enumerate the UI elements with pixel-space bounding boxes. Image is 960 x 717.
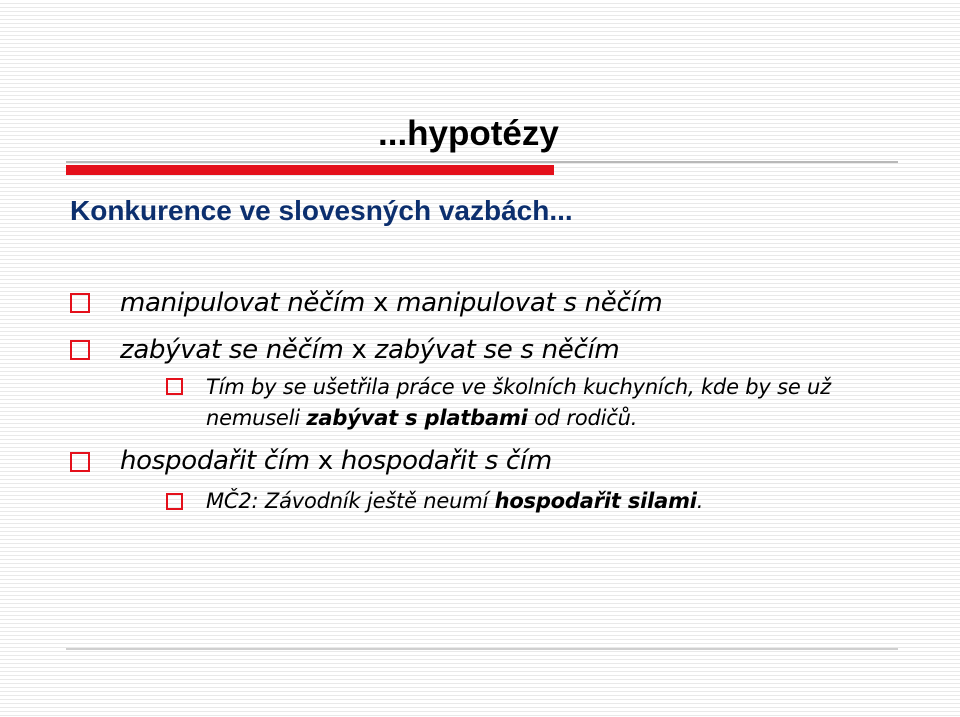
example-text-bold: hospodařit silami: [494, 489, 697, 513]
list-item-3-example: [206, 487, 703, 515]
list-item-1: [120, 287, 662, 319]
list-item-1-separator: x: [365, 288, 397, 318]
list-item-3: [120, 445, 552, 477]
list-item-3-separator: x: [309, 446, 341, 476]
title-accent-bar: [66, 165, 554, 175]
example-text-pre: nemuseli: [206, 406, 307, 430]
example-text-post: od rodičů.: [527, 406, 638, 430]
list-item-1-a: manipulovat něčím: [120, 288, 366, 318]
example-text-bold: zabývat s platbami: [306, 406, 528, 430]
list-item-2-example-line-1: Tím by se ušetřila práce ve školních kuchyních, kde by se už: [206, 375, 831, 399]
bullet-square-icon: [70, 293, 90, 313]
sub-bullet-square-icon: [166, 378, 183, 395]
list-item-2-b: zabývat se s něčím: [374, 335, 620, 365]
list-item-3-b: hospodařit s čím: [340, 446, 552, 476]
sub-bullet-square-icon: [166, 493, 183, 510]
slide-title: ...hypotézy: [378, 114, 559, 153]
slide-subtitle: Konkurence ve slovesných vazbách...: [70, 195, 573, 226]
bullet-square-icon: [70, 340, 90, 360]
title-divider-line: [66, 161, 898, 163]
list-item-3-a: hospodařit čím: [120, 446, 310, 476]
list-item-2-a: zabývat se něčím: [120, 335, 344, 365]
bullet-square-icon: [70, 452, 90, 472]
list-item-1-b: manipulovat s něčím: [396, 288, 663, 318]
example-text-pre: MČ2: Závodník ještě neumí: [206, 489, 495, 513]
list-item-2: [120, 334, 619, 366]
list-item-2-example-line-2: [206, 404, 637, 432]
footer-divider-line: [66, 648, 898, 650]
list-item-2-separator: x: [343, 335, 375, 365]
example-text-post: .: [696, 489, 704, 513]
